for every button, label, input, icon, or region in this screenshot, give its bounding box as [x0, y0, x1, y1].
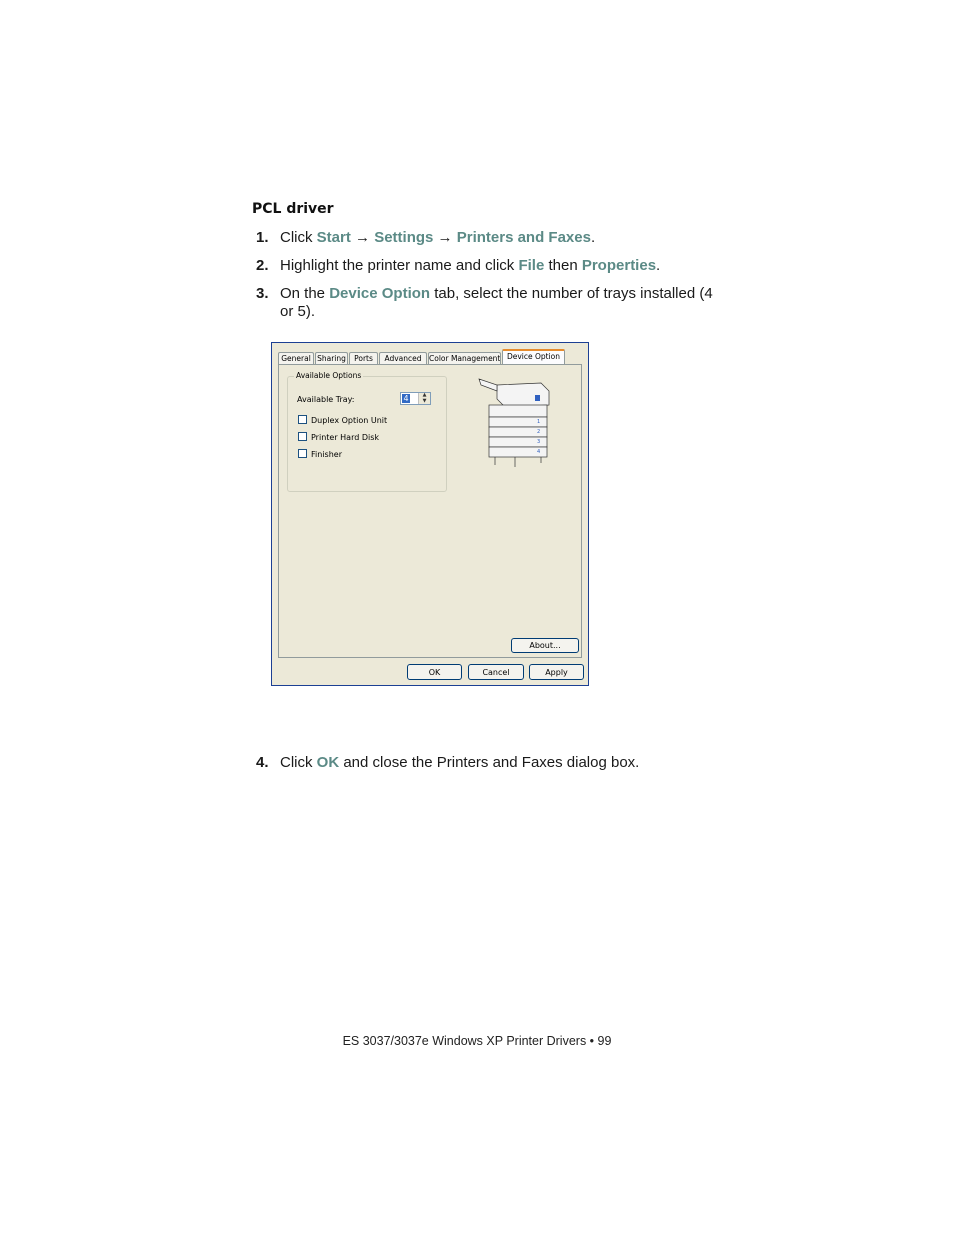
section-heading: PCL driver — [252, 201, 334, 217]
step-number: 2. — [256, 257, 269, 274]
cancel-button[interactable]: Cancel — [468, 664, 524, 680]
keyword-device-option: Device Option — [329, 285, 431, 302]
step-text-part: and close the Printers and Faxes dialog box. — [339, 754, 640, 771]
keyword-settings: Settings — [374, 229, 434, 246]
tray-number-2: 2 — [537, 429, 541, 435]
keyword-printers-and-faxes: Printers and Faxes — [456, 229, 591, 246]
tray-value[interactable]: 4 — [403, 394, 409, 403]
step-text-part: then — [544, 257, 582, 274]
step-text — [280, 285, 720, 321]
device-option-panel — [278, 364, 582, 658]
page-footer: ES 3037/3037e Windows XP Printer Drivers • 99 — [342, 1034, 612, 1048]
keyword-start: Start — [316, 229, 351, 246]
printer-properties-dialog — [271, 342, 589, 686]
step-text-part: On the — [280, 285, 330, 302]
checkbox-label: Printer Hard Disk — [311, 433, 380, 442]
tray-number-4: 4 — [537, 449, 541, 455]
step-text — [280, 229, 730, 247]
tab-sharing[interactable]: Sharing — [315, 352, 348, 364]
step-text-part: Highlight the printer name and click — [280, 257, 519, 274]
printer-illustration-icon — [475, 377, 555, 469]
checkbox-label: Duplex Option Unit — [311, 416, 388, 425]
printer-hard-disk-checkbox[interactable] — [298, 432, 379, 442]
step-number: 3. — [256, 285, 269, 302]
ok-button[interactable]: OK — [407, 664, 462, 680]
keyword-ok: OK — [316, 754, 340, 771]
checkbox-label: Finisher — [311, 450, 342, 459]
step-text — [280, 754, 730, 772]
finisher-checkbox[interactable] — [298, 449, 342, 459]
arrow-separator: → — [350, 229, 375, 246]
keyword-properties: Properties — [581, 257, 657, 274]
about-button[interactable]: About... — [511, 638, 579, 653]
keyword-file: File — [518, 257, 545, 274]
tab-color-management[interactable]: Color Management — [429, 354, 501, 363]
tray-number-3: 3 — [537, 439, 541, 445]
tray-number-1: 1 — [537, 419, 541, 425]
step-number: 4. — [256, 754, 269, 771]
checkbox-icon[interactable] — [298, 449, 307, 458]
tab-general[interactable]: General — [278, 352, 314, 364]
step-text-part: . — [656, 257, 661, 274]
step-text-part: Click — [280, 229, 317, 246]
available-options-group — [287, 371, 447, 492]
checkbox-icon[interactable] — [298, 432, 307, 441]
checkbox-icon[interactable] — [298, 415, 307, 424]
spin-arrows-icon[interactable]: ▲ ▼ — [418, 393, 430, 404]
apply-button[interactable]: Apply — [529, 664, 584, 680]
step-number: 1. — [256, 229, 269, 246]
tab-ports[interactable]: Ports — [349, 352, 378, 364]
step-text-part: tab, select the number of trays installed (4 or 5). — [280, 285, 713, 320]
arrow-separator: → — [433, 229, 457, 246]
available-tray-label: Available Tray: — [297, 395, 355, 404]
duplex-option-unit-checkbox[interactable] — [298, 415, 387, 425]
group-label: Available Options — [296, 371, 362, 380]
tab-advanced[interactable]: Advanced — [379, 352, 427, 364]
step-text — [280, 257, 730, 275]
step-text-part: Click — [280, 754, 317, 771]
available-tray-spinner[interactable] — [400, 392, 431, 405]
step-text-part: . — [590, 229, 596, 246]
tab-device-option[interactable]: Device Option — [502, 349, 565, 365]
